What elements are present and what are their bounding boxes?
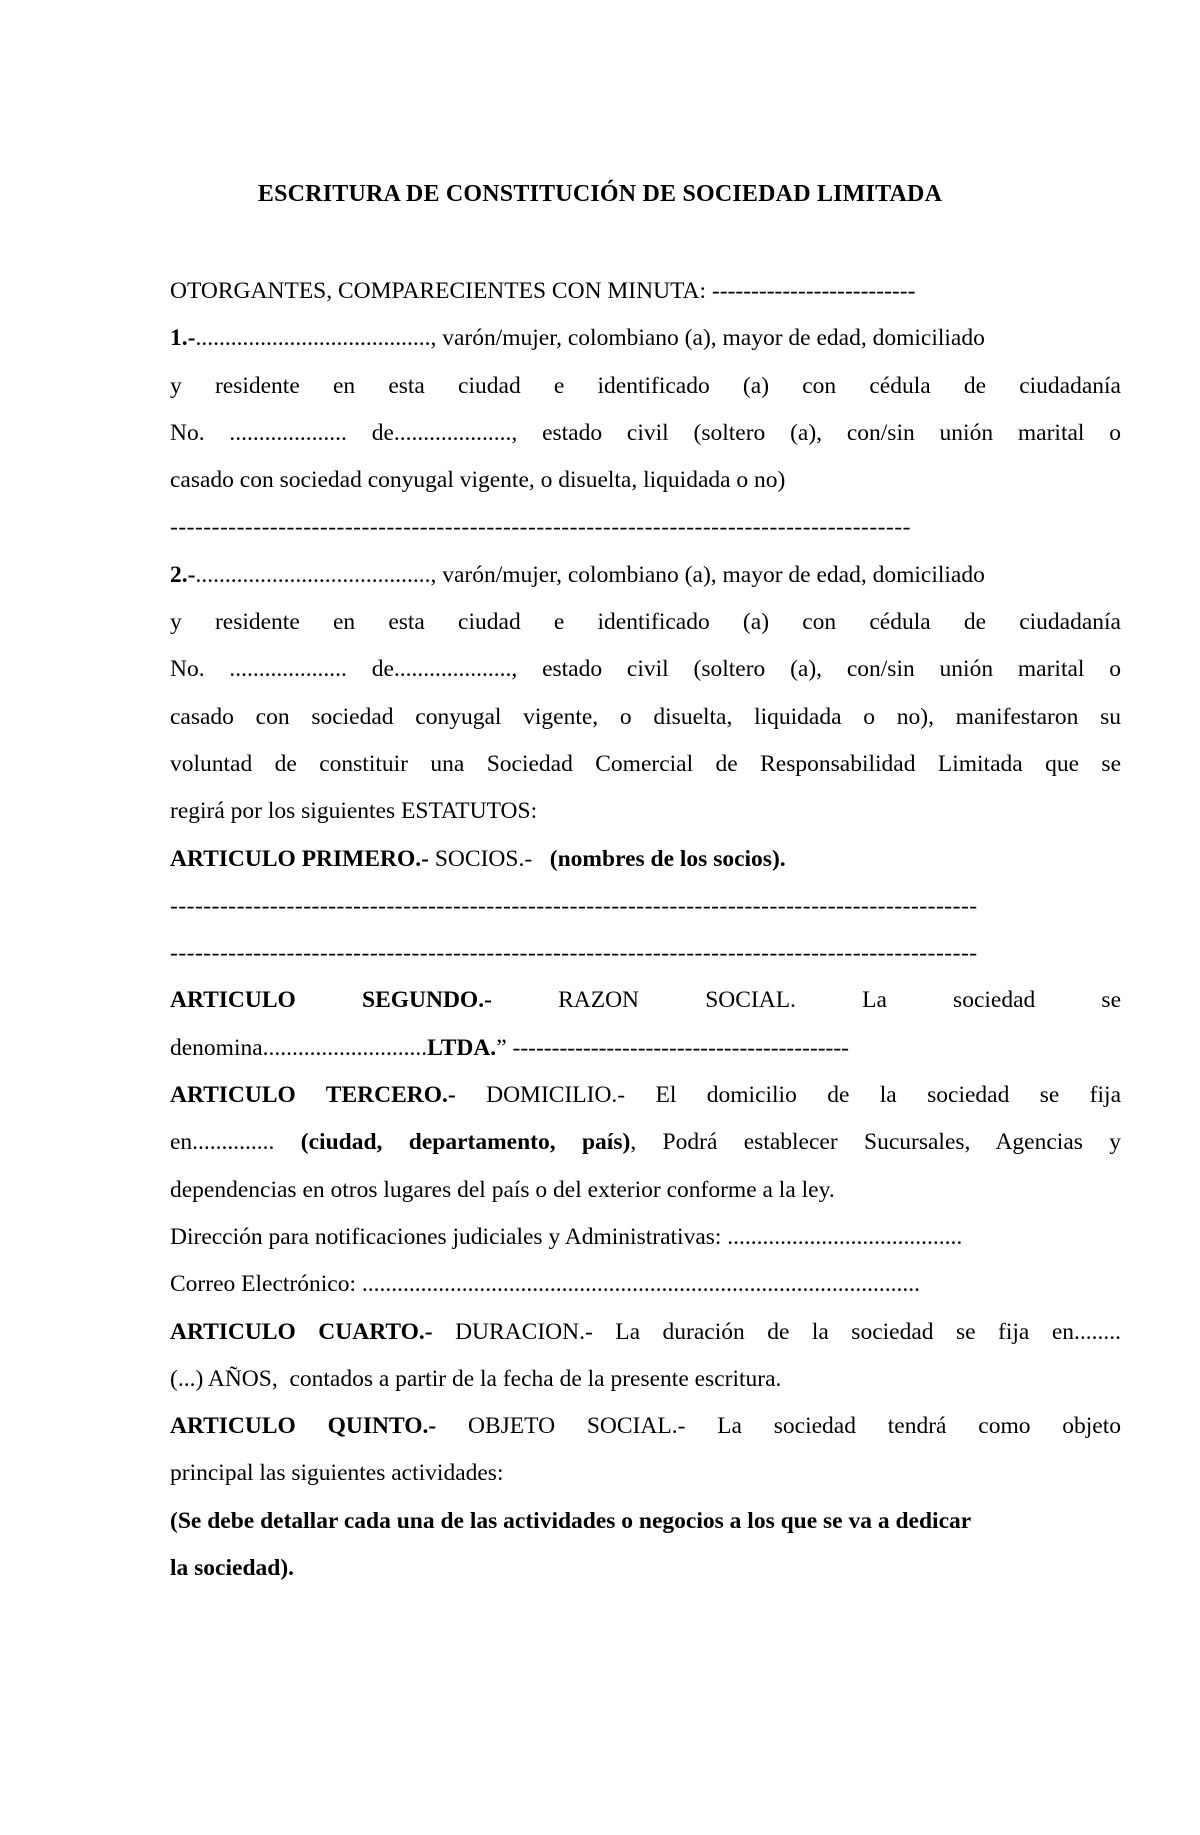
- ltda-label: LTDA.: [427, 1034, 497, 1061]
- document-body: [170, 268, 1121, 1592]
- articulo-primero-heading: ARTICULO PRIMERO.-: [170, 845, 429, 872]
- domicilio-placeholder: (ciudad, departamento, país): [300, 1129, 631, 1156]
- compareciente-2-line-4: casado con sociedad conyugal vigente, o disuelta, liquidada o no), manifestaron su: [170, 703, 1121, 730]
- articulo-cuarto-line-2: (...) AÑOS, contados a partir de la fecha de la presente escritura.: [170, 1365, 782, 1392]
- compareciente-1-line-2: y residente en esta ciudad e identificado (a) con cédula de ciudadanía: [170, 372, 1121, 399]
- objeto-social-instruction-1: (Se debe detallar cada una de las actividades o negocios a los que se va a dedicar: [170, 1507, 972, 1534]
- articulo-segundo: ARTICULO SEGUNDO.- RAZON SOCIAL. La sociedad se: [170, 987, 1121, 1014]
- articulo-primero: ARTICULO PRIMERO.- SOCIOS.- (nombres de los socios).: [170, 845, 786, 872]
- articulo-cuarto-heading: ARTICULO CUARTO.-: [170, 1318, 433, 1345]
- separator-line: -------------------------------------------------------------------------------------------------: [170, 940, 978, 967]
- articulo-tercero-heading: ARTICULO TERCERO.-: [170, 1082, 456, 1109]
- direccion-notificaciones-line: Dirección para notificaciones judiciales y Administrativas: ........................................: [170, 1223, 963, 1250]
- otorgantes-line: OTORGANTES, COMPARECIENTES CON MINUTA: --------------------------: [170, 278, 916, 304]
- articulo-tercero: ARTICULO TERCERO.- DOMICILIO.- El domicilio de la sociedad se fija: [170, 1082, 1121, 1109]
- articulo-tercero-line-2: en.............. (ciudad, departamento, país), Podrá establecer Sucursales, Agencias y: [170, 1129, 1121, 1156]
- compareciente-1-line-1: 1.-........................................, varón/mujer, colombiano (a), mayor de edad, domiciliado: [170, 325, 985, 352]
- objeto-social-instruction-2: la sociedad).: [170, 1555, 295, 1582]
- separator-line: -------------------------------------------------------------------------------------------------: [170, 892, 978, 919]
- compareciente-1-line-3: No. .................... de...................., estado civil (soltero (a), con/sin unión marital o: [170, 419, 1121, 446]
- correo-electronico-line: Correo Electrónico: ...............................................................................................: [170, 1271, 920, 1298]
- compareciente-1-line-4: casado con sociedad conyugal vigente, o disuelta, liquidada o no): [170, 467, 786, 494]
- compareciente-2-line-1: 2.-........................................, varón/mujer, colombiano (a), mayor de edad, domiciliado: [170, 561, 985, 588]
- articulo-quinto: ARTICULO QUINTO.- OBJETO SOCIAL.- La sociedad tendrá como objeto: [170, 1413, 1121, 1440]
- compareciente-2-line-2: y residente en esta ciudad e identificado (a) con cédula de ciudadanía: [170, 609, 1121, 636]
- compareciente-2-number: 2.-: [170, 561, 196, 588]
- articulo-segundo-line-2: denomina............................LTDA.” -------------------------------------------: [170, 1034, 849, 1061]
- compareciente-2-line-3: No. .................... de...................., estado civil (soltero (a), con/sin unión marital o: [170, 656, 1121, 683]
- articulo-cuarto: ARTICULO CUARTO.- DURACION.- La duración de la sociedad se fija en........: [170, 1318, 1121, 1345]
- compareciente-2-line-5: voluntad de constituir una Sociedad Comercial de Responsabilidad Limitada que se: [170, 750, 1121, 777]
- articulo-quinto-heading: ARTICULO QUINTO.-: [170, 1413, 437, 1440]
- articulo-segundo-heading: ARTICULO SEGUNDO.-: [170, 987, 492, 1014]
- compareciente-2-line-6: regirá por los siguientes ESTATUTOS:: [170, 798, 538, 825]
- articulo-quinto-line-2: principal las siguientes actividades:: [170, 1460, 504, 1487]
- document-title: ESCRITURA DE CONSTITUCIÓN DE SOCIEDAD LIMITADA: [257, 181, 943, 207]
- separator-line: -----------------------------------------------------------------------------------------: [170, 514, 911, 541]
- articulo-primero-placeholder: (nombres de los socios).: [549, 845, 786, 872]
- articulo-tercero-line-3: dependencias en otros lugares del país o del exterior conforme a la ley.: [170, 1176, 835, 1203]
- compareciente-1-number: 1.-: [170, 325, 196, 352]
